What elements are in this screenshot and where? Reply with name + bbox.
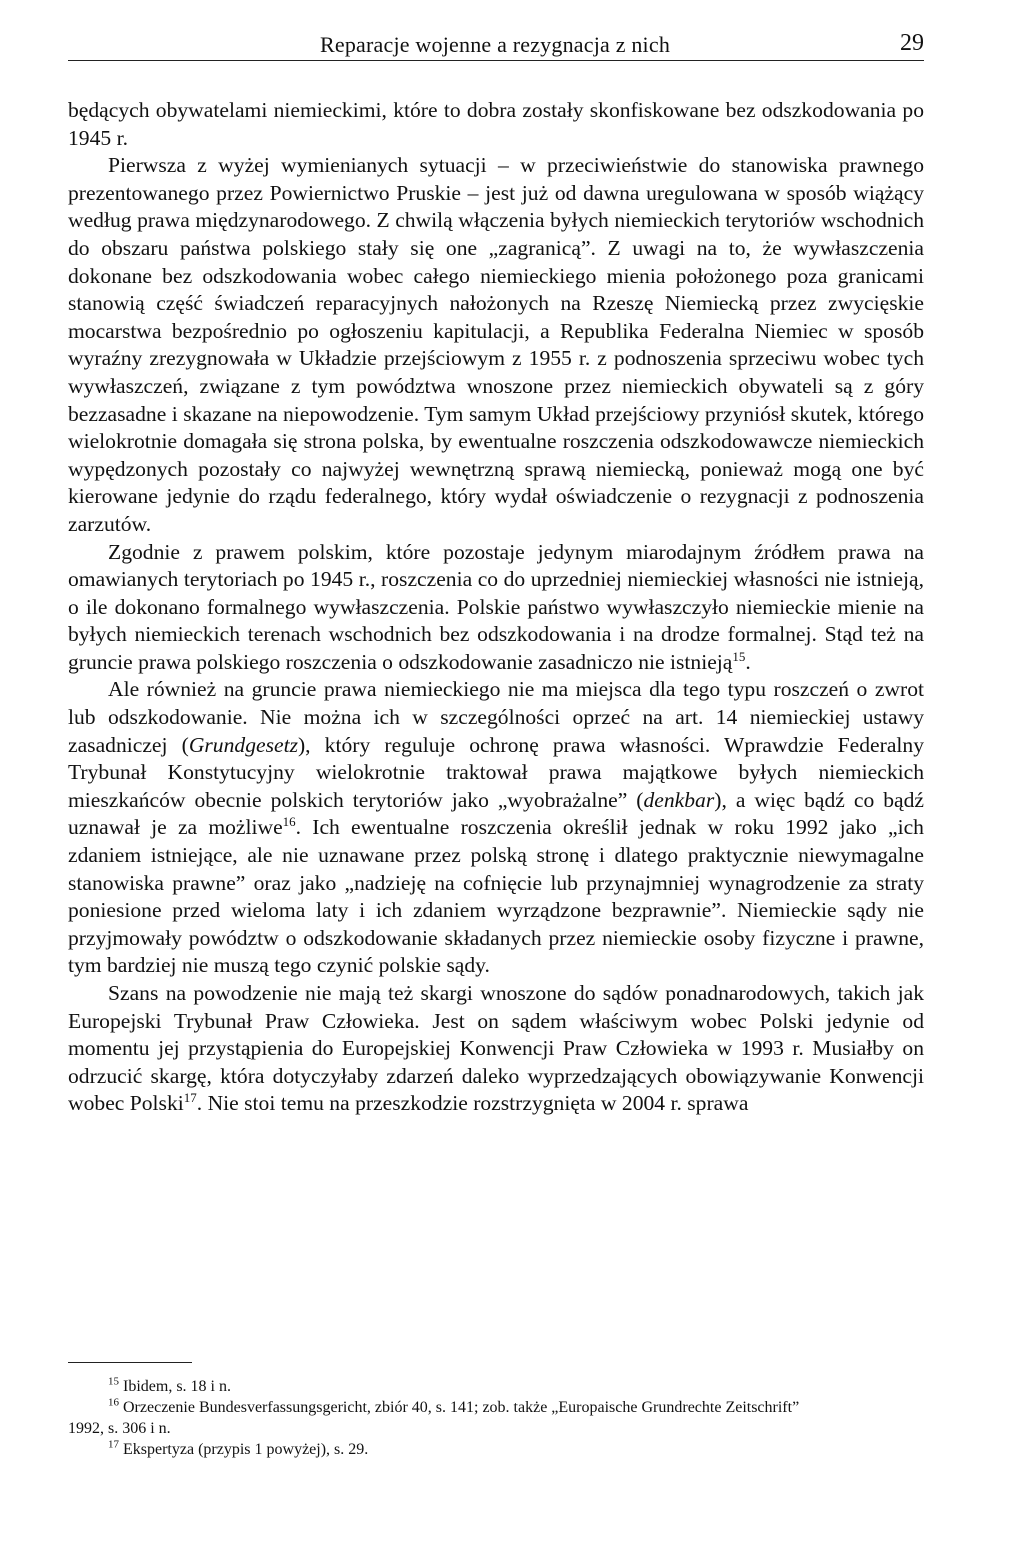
- footnote-divider: [68, 1362, 192, 1363]
- paragraph-3: [68, 539, 924, 677]
- body-text: [68, 97, 924, 1118]
- footnote-16: [68, 1397, 924, 1418]
- paragraph-5: [68, 980, 924, 1118]
- paragraph-1: [68, 97, 924, 152]
- paragraph-3-text: Zgodnie z prawem polskim, które pozostaje jedynym miarodajnym źródłem prawa na omawianych terytoriach po 1945 r., roszczenia co do uprzedniej niemieckiej własności nie istnieją, o ile dokonano formalnego wywłaszczenia. Polskie państwo wywłaszczyło niemieckie mienie na byłych niemieckich terenach wschodnich bez odszkodowania i na drodze formalnej. Stąd też na gruncie prawa polskiego roszczenia o odszkodowanie zasadniczo nie istnieją: [68, 539, 924, 674]
- footnote-text: Ekspertyza (przypis 1 powyżej), s. 29.: [123, 1441, 369, 1458]
- footnote-ref-16[interactable]: 16: [282, 814, 296, 830]
- footnote-number: 16: [108, 1396, 119, 1409]
- footnote-16-continuation: 1992, s. 306 i n.: [68, 1420, 171, 1437]
- footnote-text: Ibidem, s. 18 i n.: [123, 1378, 231, 1395]
- footnote-15: [68, 1376, 924, 1397]
- footnotes: [68, 1376, 924, 1460]
- page-number: 29: [900, 30, 924, 56]
- paragraph-4-text-d: . Ich ewentualne roszczenia określił jednak w roku 1992 jako „ich zdaniem istniejące, ale nie uznawane przez polską stronę i dlatego praktycznie niewymagalne stanowiska prawne” oraz jako „nadzieję na cofnięcie lub przynajmniej wynagrodzenie za straty poniesione przed wieloma laty i ich zdaniem wyrządzone bezprawnie”. Niemieckie sądy nie przyjmowały powództw o odszkodowanie składanych przez niemieckie osoby fizyczne i prawne, tym bardziej nie muszą tego czynić polskie sądy.: [68, 815, 924, 978]
- paragraph-3-end: .: [745, 649, 751, 674]
- footnote-number: 15: [108, 1375, 119, 1388]
- paragraph-4-text-b: ), który reguluje ochronę prawa własności. Wprawdzie Federalny Trybunał Konstytucyjny wielokrotnie traktował prawa majątkowe byłych niemieckich mieszkańców obecnie polskich terytoriów jako „wyobrażalne” (: [68, 732, 924, 812]
- page-header: [68, 30, 924, 61]
- footnote-number: 17: [108, 1438, 119, 1451]
- paragraph-4: [68, 676, 924, 980]
- paragraph-5-text-a: Szans na powodzenie nie mają też skargi wnoszone do sądów ponadnarodowych, takich jak Europejski Trybunał Praw Człowieka. Jest on sądem właściwym wobec Polski jedynie od momentu jej przystąpienia do Europejskiej Konwencji Praw Człowieka w 1993 r. Musiałby on odrzucić skargę, która dotyczyłaby zdarzeń daleko wyprzedzających obowiązywanie Konwencji wobec Polski: [68, 981, 924, 1116]
- term-denkbar: denkbar: [643, 787, 715, 812]
- paragraph-2: [68, 152, 924, 538]
- term-grundgesetz: Grundgesetz: [188, 732, 298, 757]
- paragraph-4-text-a: Ale również na gruncie prawa niemieckiego nie ma miejsca dla tego typu roszczeń o zwrot lub odszkodowanie. Nie można ich w szczególności oprzeć na art. 14 niemieckiej ustawy zasadniczej (: [68, 677, 924, 757]
- paragraph-5-text-b: . Nie stoi temu na przeszkodzie rozstrzygnięta w 2004 r. sprawa: [196, 1091, 749, 1116]
- running-title: Reparacje wojenne a rezygnacja z nich: [320, 32, 671, 57]
- footnote-ref-17[interactable]: 17: [183, 1090, 197, 1106]
- footnote-17: [68, 1439, 924, 1460]
- paragraph-4-text-c: ), a więc bądź co bądź uznawał je za możliwe: [68, 787, 924, 840]
- paragraph-2-text: Pierwsza z wyżej wymienianych sytuacji – w przeciwieństwie do stanowiska prawnego prezentowanego przez Powiernictwo Pruskie – jest już od dawna uregulowana w sposób wiążący według prawa międzynarodowego. Z chwilą włączenia byłych niemieckich terytoriów wschodnich do obszaru państwa polskiego stały się one „zagranicą”. Z uwagi na to, że wywłaszczenia dokonane bez odszkodowania wobec całego niemieckiego mienia położonego poza granicami stanowią część świadczeń reparacyjnych nałożonych na Rzeszę Niemiecką przez zwycięskie mocarstwa bezpośrednio po ogłoszeniu kapitulacji, a Republika Federalna Niemiec w sposób wyraźny zrezygnowała w Układzie przejściowym z 1955 r. z podnoszenia sprzeciwu wobec tych wywłaszczeń, związane z tym powództwa wnoszone przez niemieckich obywateli są z góry bezzasadne i skazane na niepowodzenie. Tym samym Układ przejściowy przyniósł skutek, którego wielokrotnie domagała się strona polska, by ewentualne roszczenia odszkodowawcze niemieckich wypędzonych pozostały co najwyżej wewnętrzną sprawą niemiecką, ponieważ mogą one być kierowane jedynie do rządu federalnego, który wydał oświadczenie o rezygnacji z podnoszenia zarzutów.: [68, 153, 924, 536]
- paragraph-1-text: będących obywatelami niemieckimi, które to dobra zostały skonfiskowane bez odszkodowania po 1945 r.: [68, 98, 924, 150]
- footnote-text: Orzeczenie Bundesverfassungsgericht, zbiór 40, s. 141; zob. także „Europaische Grundrechte Zeitschrift”: [123, 1399, 800, 1416]
- footnote-ref-15[interactable]: 15: [732, 648, 746, 664]
